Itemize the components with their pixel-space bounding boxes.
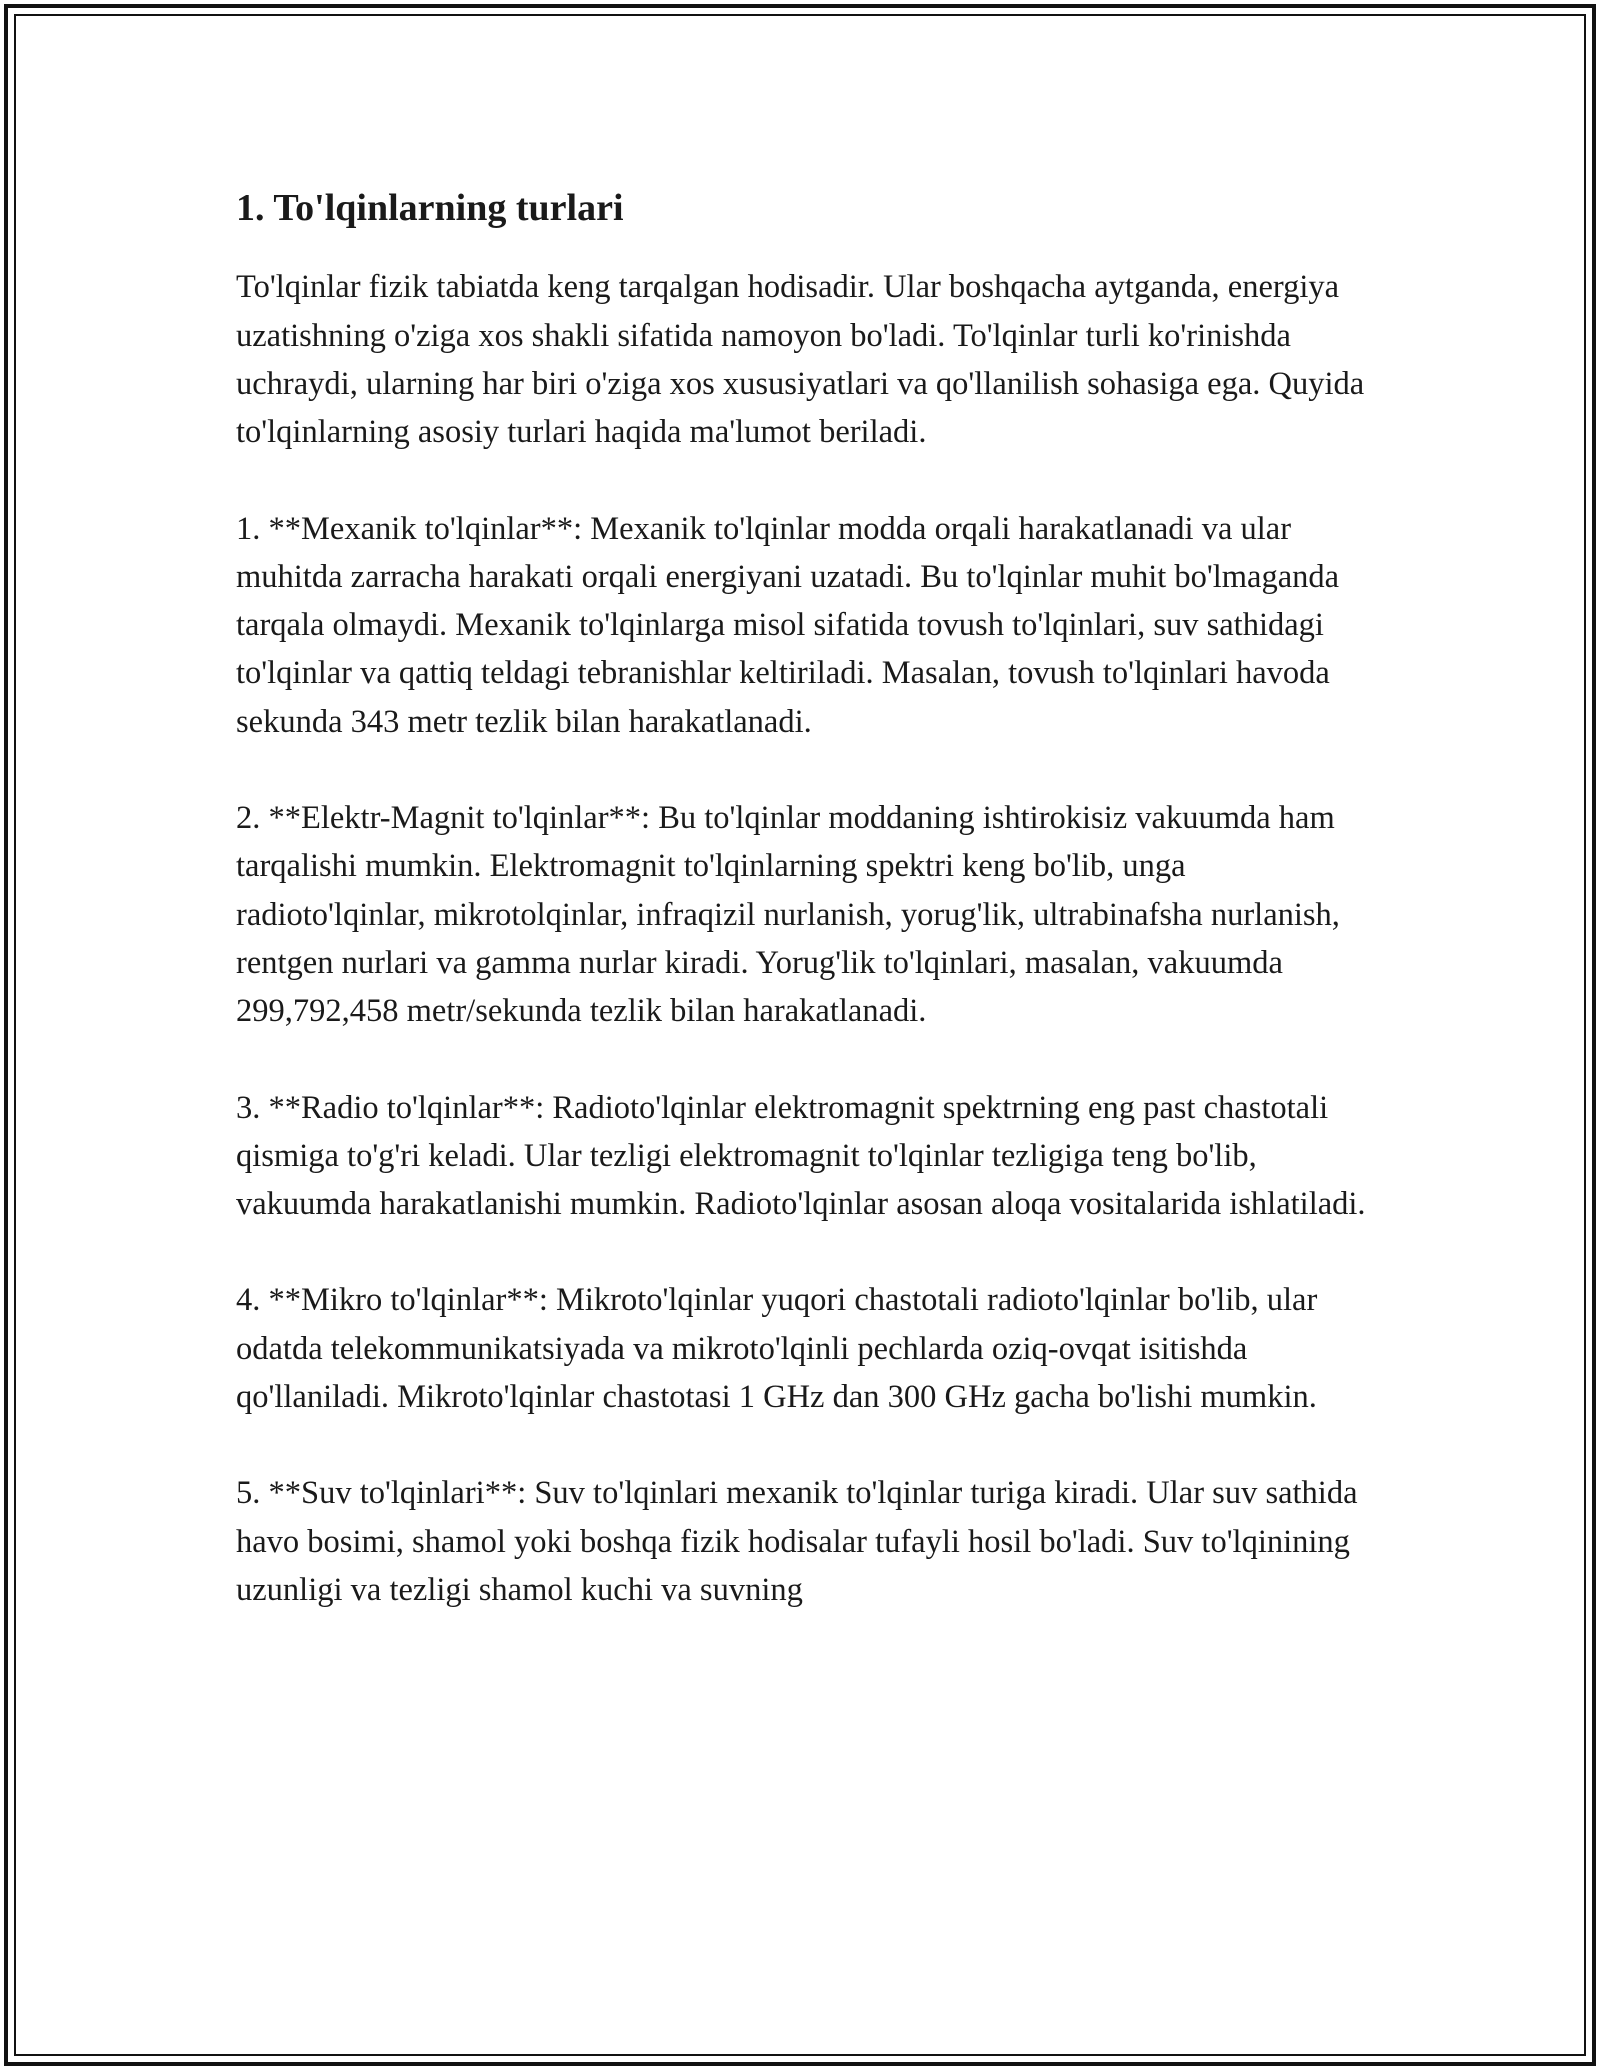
paragraph-electromagnetic-waves: 2. **Elektr-Magnit to'lqinlar**: Bu to'lqinlar moddaning ishtirokisiz vakuumda ham tarqalishi mumkin. Elektromagnit to'lqinlarning spektri keng bo'lib, unga radioto'lqinlar, mikrotolqinlar, infraqizil nurlanish, yorug'lik, ultrabinafsha nurlanish, rentgen nurlari va gamma nurlar kiradi. Yorug'lik to'lqinlari, masalan, vakuumda 299,792,458 metr/sekunda tezlik bilan harakatlanadi. [236,800,1340,1030]
paragraph-water-waves: 5. **Suv to'lqinlari**: Suv to'lqinlari mexanik to'lqinlar turiga kiradi. Ular suv sathida havo bosimi, shamol yoki boshqa fizik hodisalar tufayli hosil bo'ladi. Suv to'lqinining uzunligi va tezligi shamol kuchi va suvning [236,1475,1358,1608]
document-title: 1. To'lqinlarning turlari [236,187,624,229]
paragraph-radio-waves: 3. **Radio to'lqinlar**: Radioto'lqinlar elektromagnit spektrning eng past chastotali qismiga to'g'ri keladi. Ular tezligi elektromagnit to'lqinlar tezligiga teng bo'lib, vakuumda harakatlanishi mumkin. Radioto'lqinlar asosan aloqa vositalarida ishlatiladi. [236,1089,1366,1223]
paragraph-microwaves: 4. **Mikro to'lqinlar**: Mikroto'lqinlar yuqori chastotali radioto'lqinlar bo'lib, ular odatda telekommunikatsiyada va mikroto'lqinli pechlarda oziq-ovqat isitishda qo'llaniladi. Mikroto'lqinlar chastotasi 1 GHz dan 300 GHz gacha bo'lishi mumkin. [236,1282,1318,1416]
paragraph-mechanical-waves: 1. **Mexanik to'lqinlar**: Mexanik to'lqinlar modda orqali harakatlanadi va ular muhitda zarracha harakati orqali energiyani uzatadi. Bu to'lqinlar muhit bo'lmaganda tarqala olmaydi. Mexanik to'lqinlarga misol sifatida tovush to'lqinlari, suv sathidagi to'lqinlar va qattiq teldagi tebranishlar keltiriladi. Masalan, tovush to'lqinlari havoda sekunda 343 metr tezlik bilan harakatlanadi. [236,510,1340,740]
intro-paragraph: To'lqinlar fizik tabiatda keng tarqalgan hodisadir. Ular boshqacha aytganda, energiya uzatishning o'ziga xos shakli sifatida namoyon bo'ladi. To'lqinlar turli ko'rinishda uchraydi, ularning har biri o'ziga xos xususiyatlari va qo'llanilish sohasiga ega. Quyida to'lqinlarning asosiy turlari haqida ma'lumot beriladi. [236,269,1365,451]
document-body [236,184,1376,1662]
